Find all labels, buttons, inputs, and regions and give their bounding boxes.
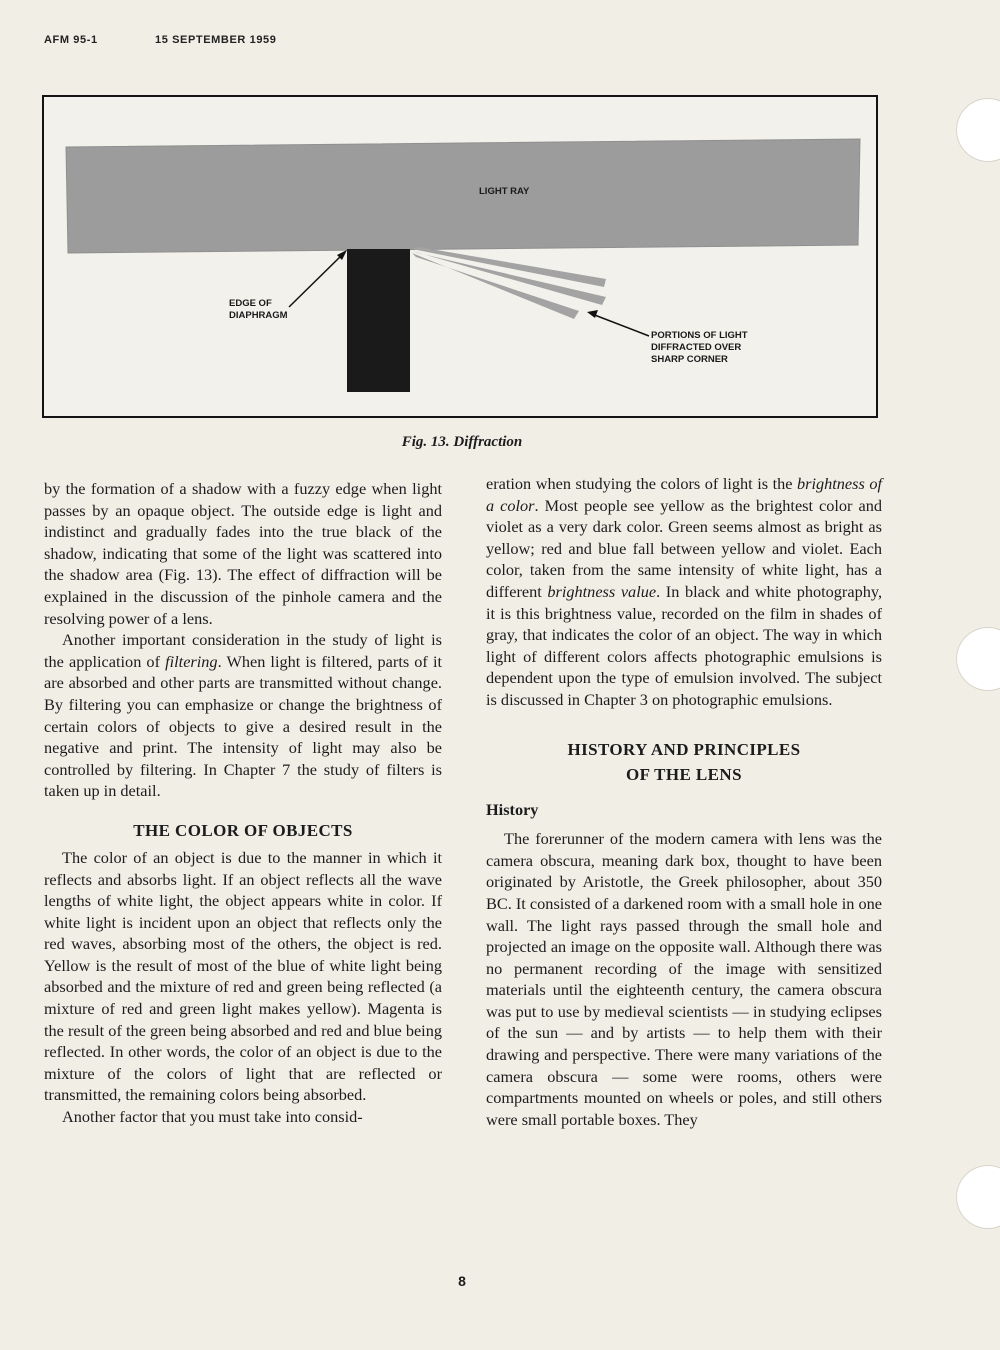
brightness-text-c: . In black and white photography, it is this brightness value, recorded on the film in shades of gray, that indicates the color of an object. The way in which light of different colors affects photographic emulsions is dependent upon the type of emulsion involved. The subject is discussed in Chapter 3 on photographic emulsions. (486, 581, 883, 709)
doc-date: 15 SEPTEMBER 1959 (155, 34, 277, 46)
brightness-of-a-color-term: brightness of a color (486, 474, 882, 515)
edge-of-diaphragm-label (229, 298, 288, 322)
light-ray-label: LIGHT RAY (479, 186, 530, 197)
left-paragraph-4: Another factor that you must take into consid- (62, 1107, 363, 1127)
diffraction-figure (42, 95, 878, 418)
brightness-text-a: eration when studying the colors of light is the (486, 474, 797, 493)
diffracted-ray-1 (412, 247, 606, 287)
portions-label-line3: SHARP CORNER (651, 354, 728, 365)
left-paragraph-1: by the formation of a shadow with a fuzzy edge when light passes by an opaque object. The outside edge is light and indistinct and gradually fades into the true black of the shadow, indicating that some of the light was scattered into the shadow area (Fig. 13). The effect of diffraction will be explained in the discussion of the pinhole camera and the resolving power of a lens. (44, 479, 442, 628)
portions-pointer-arrowhead (587, 310, 598, 318)
binder-hole-bottom (956, 1165, 1000, 1229)
section-heading-history-principles (486, 737, 882, 787)
edge-label-line1: EDGE OF (229, 298, 272, 309)
filtering-term: filtering (165, 651, 218, 671)
section-heading-line2: OF THE LENS (626, 764, 742, 784)
brightness-text-b: . Most people see yellow as the brightest color and violet as a very dark color. Green seems almost as bright as yellow; red and blue fall between yellow and violet. Each color, taken from the same intensity of white light, has a different (486, 495, 882, 601)
filtering-text-after: . When light is filtered, parts of it are absorbed and other parts are transmitted without change. By filtering you can emphasize or change the brightness of certain colors of objects to give a desired result in the negative and print. The intensity of light may also be controlled by filtering. In Chapter 7 the study of filters is taken up in detail. (44, 651, 442, 801)
left-paragraph-2 (44, 629, 442, 802)
portions-pointer-line (592, 314, 649, 336)
section-heading-line1: HISTORY AND PRINCIPLES (567, 739, 801, 759)
doc-id: AFM 95-1 (44, 34, 98, 46)
figure-caption: Fig. 13. Diffraction (401, 434, 523, 450)
edge-pointer-line (289, 254, 343, 307)
light-ray-band (66, 139, 860, 253)
right-paragraph-2: The forerunner of the modern camera with lens was the camera obscura, meaning dark box, thought to have been originated by Aristotle, the Greek philosopher, about 350 BC. It consisted of a darkened room with a small hole in one wall. The light rays passed through the small hole and projected an image on the opposite wall. Although there was no permanent recording of the image with sensitized materials until the eighteenth century, the camera obscura was put to use by medieval scientists — in studying eclipses of the sun — and by artists — to help them with their drawing and perspective. There were many variations of the camera obscura — some were rooms, others were compartments mounted on wheels or poles, and still others were small portable boxes. They (486, 829, 882, 1129)
portions-label-line2: DIFFRACTED OVER (651, 342, 742, 353)
diaphragm-edge (347, 249, 410, 392)
binder-hole-top (956, 98, 1000, 162)
diffraction-diagram (44, 97, 876, 416)
portions-label-line1: PORTIONS OF LIGHT (651, 330, 748, 341)
subheading-history: History (486, 799, 539, 819)
page-number: 8 (458, 1273, 466, 1289)
right-paragraph-1 (486, 473, 882, 711)
binder-hole-middle (956, 627, 1000, 691)
right-column (486, 473, 882, 1130)
left-column (44, 478, 442, 1128)
filtering-text-before: Another important consideration in the study of light is the application of (44, 630, 442, 671)
brightness-value-term: brightness value (547, 581, 657, 601)
edge-label-line2: DIAPHRAGM (229, 310, 288, 321)
section-heading-color-of-objects: THE COLOR OF OBJECTS (133, 820, 353, 840)
portions-diffracted-label (651, 330, 748, 366)
left-paragraph-3: The color of an object is due to the manner in which it reflects and absorbs light. If an object reflects all the wave lengths of white light, the object appears white in color. If white light is incident upon an object that reflects only the red waves, absorbing most of the others, the object is red. Yellow is the result of most of the blue of white light being absorbed and the mixture of red and green being reflected (a mixture of red and green light makes yellow). Magenta is the result of the green being absorbed and red and blue being reflected. In other words, the color of an object is due to the mixture of the colors of light that are reflected or transmitted, the remaining colors being absorbed. (44, 847, 442, 1105)
